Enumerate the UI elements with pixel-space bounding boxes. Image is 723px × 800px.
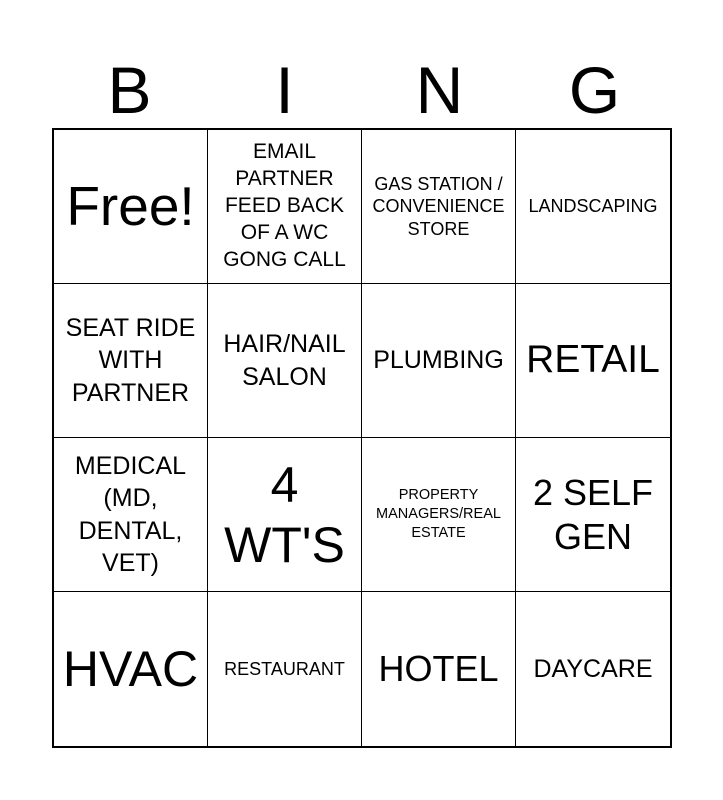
cell-text: RESTAURANT [224,658,345,679]
bingo-cell[interactable] [516,438,670,592]
cell-text: PROPERTY MANAGERS/REAL ESTATE [376,487,501,541]
bingo-cell[interactable] [516,592,670,746]
bingo-header [52,52,672,128]
bingo-cell[interactable] [54,592,208,746]
header-letter-b: B [107,53,152,127]
bingo-cell[interactable] [54,284,208,438]
bingo-cell[interactable] [208,284,362,438]
bingo-cell[interactable] [362,592,516,746]
cell-text: MEDICAL (MD, DENTAL, VET) [74,451,187,577]
cell-text: GAS STATION / CONVENIENCE STORE [372,173,505,239]
cell-text: RETAIL [526,338,660,382]
bingo-cell[interactable] [362,438,516,592]
cell-text: SEAT RIDE WITH PARTNER [65,313,196,407]
cell-text: Free! [66,174,195,237]
bingo-cell[interactable] [362,130,516,284]
cell-text: 4 WT'S [224,456,345,573]
cell-text: HOTEL [378,648,499,690]
header-letter-n: N [415,53,464,127]
bingo-cell[interactable] [208,592,362,746]
cell-text: EMAIL PARTNER FEED BACK OF A WC GONG CALL [223,140,346,271]
bingo-cell[interactable] [54,438,208,592]
bingo-board [52,128,672,748]
cell-text: HVAC [62,641,199,697]
bingo-cell[interactable] [208,130,362,284]
bingo-cell[interactable] [208,438,362,592]
cell-text: PLUMBING [373,346,504,375]
cell-text: HAIR/NAIL SALON [223,330,346,391]
header-letter-i: I [275,53,294,127]
header-letter-g: G [568,53,621,127]
bingo-cell[interactable] [362,284,516,438]
cell-text: 2 SELF GEN [532,472,654,557]
cell-text: LANDSCAPING [528,196,658,217]
bingo-cell-free[interactable] [54,130,208,284]
bingo-cell[interactable] [516,130,670,284]
bingo-cell[interactable] [516,284,670,438]
cell-text: DAYCARE [533,654,653,683]
